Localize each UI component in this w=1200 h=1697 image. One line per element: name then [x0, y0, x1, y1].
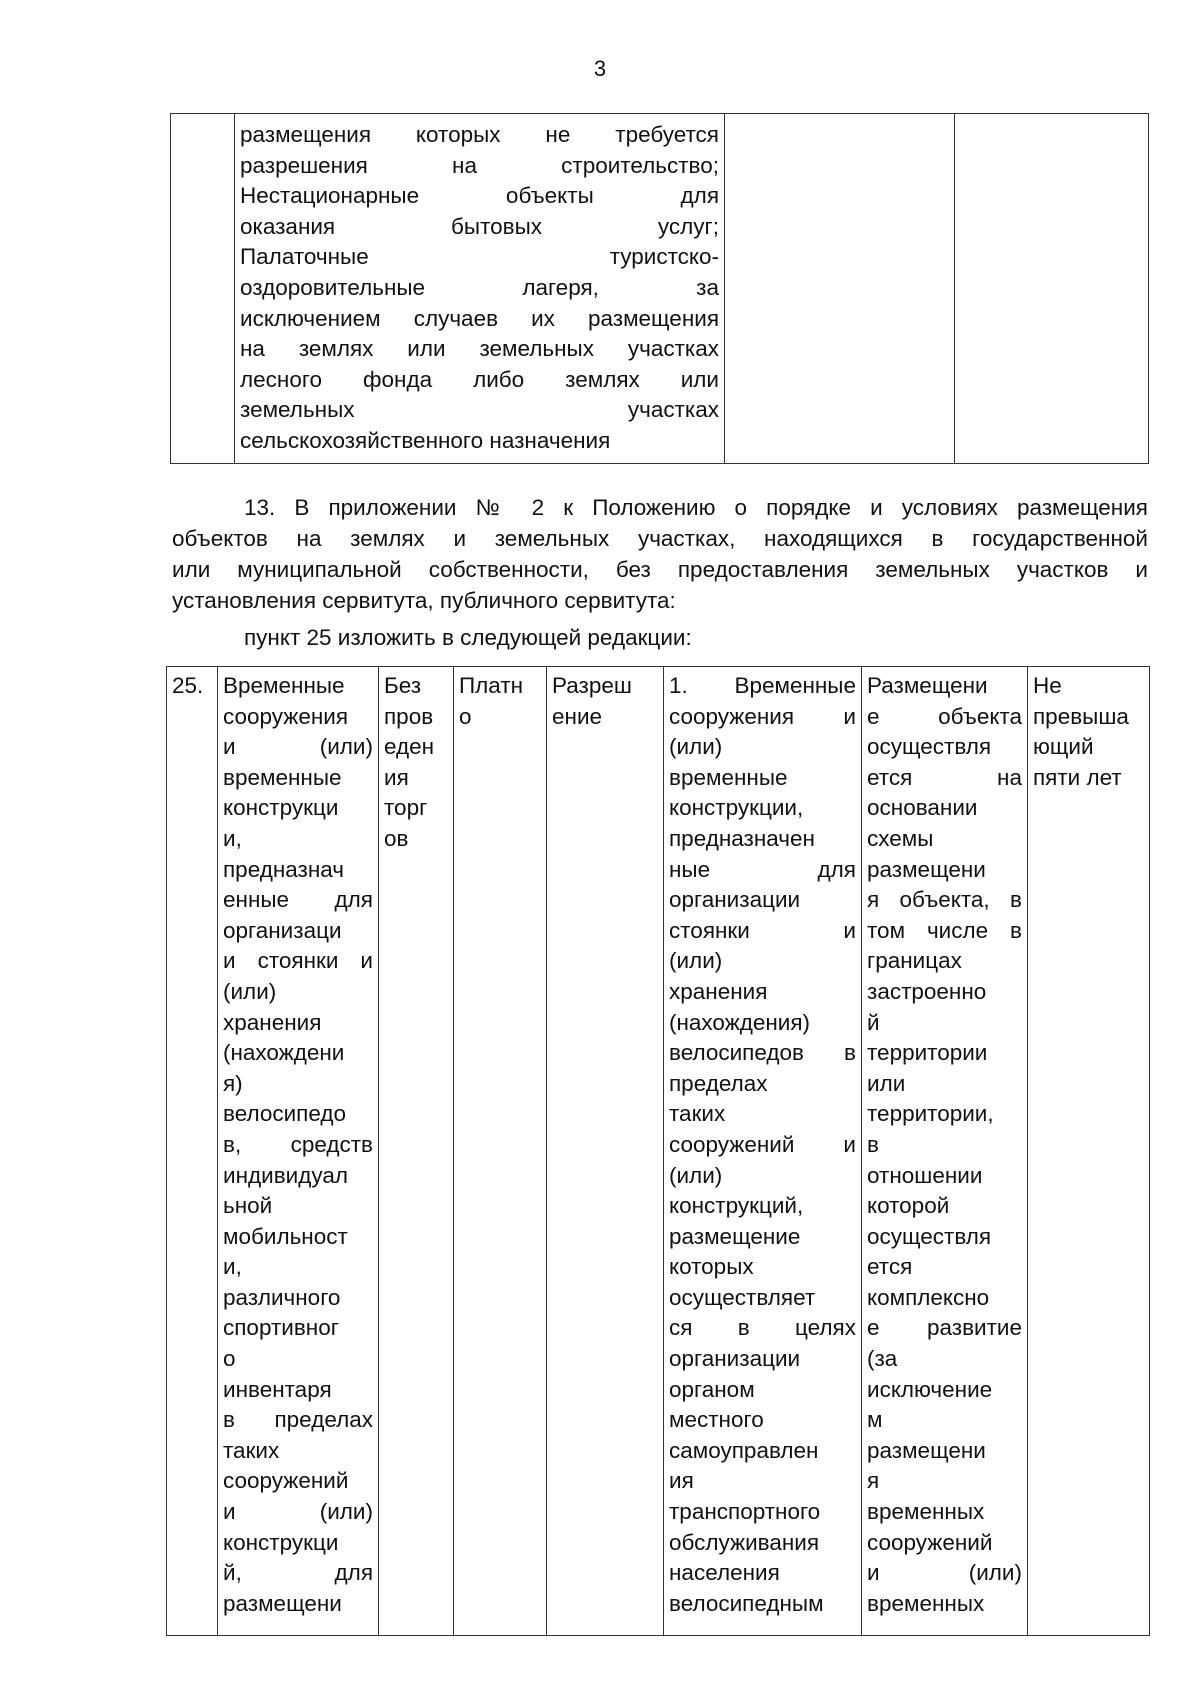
- cell-line: Разреш: [552, 673, 632, 698]
- paragraph-line: пункт 25 изложить в следующей редакции:: [244, 625, 692, 650]
- cell-line: велосипедов в: [669, 1040, 856, 1066]
- paragraph-item-13: [172, 492, 1148, 616]
- cell-line: конструкции,: [669, 795, 804, 821]
- cell-line: м: [867, 1407, 883, 1433]
- cell-line: ьной: [223, 1193, 273, 1219]
- cell-line: которых: [669, 1254, 754, 1280]
- cell-line: размещени: [867, 856, 986, 882]
- cell-line: сооружений: [867, 1529, 993, 1555]
- cell-line: сельскохозяйственного назначения: [240, 427, 611, 453]
- main-table: [166, 666, 1150, 1636]
- cell-line: енные для: [223, 887, 373, 913]
- cell-line: ные для: [669, 856, 856, 882]
- cell-line: ся в целях: [669, 1315, 856, 1341]
- cell-line: е развитие: [867, 1315, 1022, 1341]
- cell-line: пределах: [669, 1070, 768, 1096]
- cell-line: в: [867, 1131, 879, 1157]
- cell-line: о: [459, 703, 472, 729]
- cell-term: [1028, 667, 1150, 1636]
- paragraph-line: объектов на землях и земельных участках, находящихся в государственной: [172, 526, 1148, 551]
- cell-line: организации: [669, 887, 801, 913]
- paragraph-item-25-intro: [244, 622, 1144, 653]
- top-table: [170, 113, 1149, 464]
- cell-line: самоуправлен: [669, 1437, 819, 1463]
- top-table-cell-text: [240, 120, 719, 457]
- main-table-row: [167, 667, 1150, 1636]
- cell-line: и (или): [223, 1499, 373, 1525]
- cell-line: на землях или земельных участках: [240, 336, 719, 362]
- cell-line: пяти лет: [1033, 764, 1122, 790]
- cell-line: временные: [223, 764, 342, 790]
- cell-line: размещение: [669, 1223, 801, 1249]
- cell-line: организации: [669, 1346, 801, 1372]
- cell-line: временных: [867, 1590, 985, 1616]
- cell-line: о: [223, 1346, 236, 1372]
- cell-line: основании: [867, 795, 978, 821]
- cell-line: границах: [867, 948, 962, 974]
- top-table-cell-object: [235, 114, 725, 464]
- cell-line: хранения: [669, 978, 768, 1004]
- cell-line: органом: [669, 1376, 755, 1402]
- cell-line: 1. Временные: [669, 673, 856, 698]
- cell-line: которой: [867, 1193, 950, 1219]
- cell-line: предназнач: [223, 856, 345, 882]
- cell-line: (или): [669, 1162, 723, 1188]
- cell-line: исключение: [867, 1376, 993, 1402]
- cell-line: Не: [1033, 673, 1062, 698]
- cell-line: комплексно: [867, 1284, 990, 1310]
- paragraph-line: 13. В приложении № 2 к Положению о порядке и условиях размещения: [244, 495, 1148, 520]
- cell-line: Без: [384, 673, 422, 698]
- cell-line: временные: [669, 764, 788, 790]
- cell-line: временных: [867, 1499, 985, 1525]
- cell-line: земельных участках: [240, 397, 719, 423]
- cell-line: (или): [669, 734, 723, 760]
- cell-line: таких: [223, 1437, 280, 1463]
- cell-line: й, для: [223, 1560, 373, 1586]
- page-number: 3: [593, 56, 607, 81]
- cell-line: лесного фонда либо землях или: [240, 366, 719, 392]
- cell-line: индивидуал: [223, 1162, 348, 1188]
- cell-line: оказания бытовых услуг;: [240, 213, 719, 239]
- cell-line: я): [223, 1070, 243, 1096]
- cell-line: оздоровительные лагеря, за: [240, 274, 719, 300]
- cell-line: схемы: [867, 825, 934, 851]
- cell-object-type: [218, 667, 379, 1636]
- cell-line: Палаточные туристско-: [240, 244, 719, 270]
- cell-line: (нахождени: [223, 1040, 345, 1066]
- cell-line: хранения: [223, 1009, 322, 1035]
- top-table-row: [171, 114, 1149, 464]
- cell-line: сооружения и: [669, 703, 856, 729]
- cell-line: в, средств: [223, 1131, 373, 1157]
- cell-line: инвентаря: [223, 1376, 332, 1402]
- cell-line: и стоянки и: [223, 948, 373, 974]
- cell-line: размещения которых не требуется: [240, 122, 719, 147]
- cell-line: территории: [867, 1040, 988, 1066]
- cell-line: я объекта, в: [867, 887, 1022, 913]
- cell-line: или: [867, 1070, 906, 1096]
- cell-line: Размещени: [867, 673, 988, 698]
- cell-line: ющий: [1033, 734, 1094, 760]
- cell-line: и (или): [867, 1560, 1022, 1586]
- cell-line: ение: [552, 703, 603, 729]
- cell-line: конструкци: [223, 1529, 339, 1555]
- cell-line: предназначен: [669, 825, 815, 851]
- paragraph-line: установления сервитута, публичного сервитута:: [172, 588, 676, 613]
- cell-line: конструкци: [223, 795, 339, 821]
- cell-line: местного: [669, 1407, 764, 1433]
- cell-line: и (или): [223, 734, 373, 760]
- cell-line: ов: [384, 825, 409, 851]
- cell-line: мобильност: [223, 1223, 348, 1249]
- cell-line: сооружений: [223, 1468, 349, 1494]
- cell-line: спортивног: [223, 1315, 339, 1341]
- cell-line: торг: [384, 795, 428, 821]
- cell-line: еден: [384, 734, 435, 760]
- paragraph-line: или муниципальной собственности, без предоставления земельных участков и: [172, 557, 1148, 582]
- cell-line: Временные: [223, 673, 345, 698]
- cell-line: осуществля: [867, 1223, 992, 1249]
- cell-line: 25.: [172, 673, 204, 698]
- cell-line: размещени: [867, 1437, 986, 1463]
- cell-line: различного: [223, 1284, 341, 1310]
- cell-line: том числе в: [867, 917, 1022, 943]
- cell-line: й: [867, 1009, 880, 1035]
- cell-line: в пределах: [223, 1407, 373, 1433]
- cell-line: пров: [384, 703, 434, 729]
- cell-line: превыша: [1033, 703, 1129, 729]
- cell-line: стоянки и: [669, 917, 856, 943]
- cell-line: застроенно: [867, 978, 987, 1004]
- cell-line: ется на: [867, 764, 1022, 790]
- cell-line: велосипедным: [669, 1590, 824, 1616]
- cell-line: обслуживания: [669, 1529, 820, 1555]
- cell-line: разрешения на строительство;: [240, 152, 719, 178]
- cell-line: и,: [223, 825, 242, 851]
- top-table-cell-number: [171, 114, 235, 464]
- cell-line: осуществляет: [669, 1284, 816, 1310]
- cell-line: Платн: [459, 673, 524, 698]
- cell-line: велосипедо: [223, 1101, 347, 1127]
- cell-line: исключением случаев их размещения: [240, 305, 719, 331]
- cell-line: конструкций,: [669, 1193, 804, 1219]
- cell-line: Нестационарные объекты для: [240, 183, 719, 209]
- cell-line: (или): [669, 948, 723, 974]
- cell-line: е объекта: [867, 703, 1022, 729]
- cell-basis: [862, 667, 1028, 1636]
- cell-conditions: [664, 667, 862, 1636]
- cell-procedure: [379, 667, 454, 1636]
- cell-line: размещени: [223, 1590, 342, 1616]
- cell-document: [547, 667, 664, 1636]
- top-table-cell-empty-1: [725, 114, 955, 464]
- cell-line: ия: [384, 764, 409, 790]
- cell-fee: [454, 667, 547, 1636]
- cell-line: я: [867, 1468, 880, 1494]
- cell-line: осуществля: [867, 734, 992, 760]
- cell-line: (за: [867, 1346, 898, 1372]
- cell-line: населения: [669, 1560, 780, 1586]
- cell-line: сооружений и: [669, 1131, 856, 1157]
- top-table-cell-empty-2: [955, 114, 1149, 464]
- cell-line: и,: [223, 1254, 242, 1280]
- cell-line: отношении: [867, 1162, 983, 1188]
- cell-line: сооружения: [223, 703, 349, 729]
- cell-line: таких: [669, 1101, 726, 1127]
- cell-line: организаци: [223, 917, 342, 943]
- cell-line: транспортного: [669, 1499, 821, 1525]
- cell-line: территории,: [867, 1101, 994, 1127]
- cell-line: (или): [223, 978, 277, 1004]
- cell-line: (нахождения): [669, 1009, 811, 1035]
- cell-line: ия: [669, 1468, 694, 1494]
- cell-number: [167, 667, 218, 1636]
- cell-line: ется: [867, 1254, 913, 1280]
